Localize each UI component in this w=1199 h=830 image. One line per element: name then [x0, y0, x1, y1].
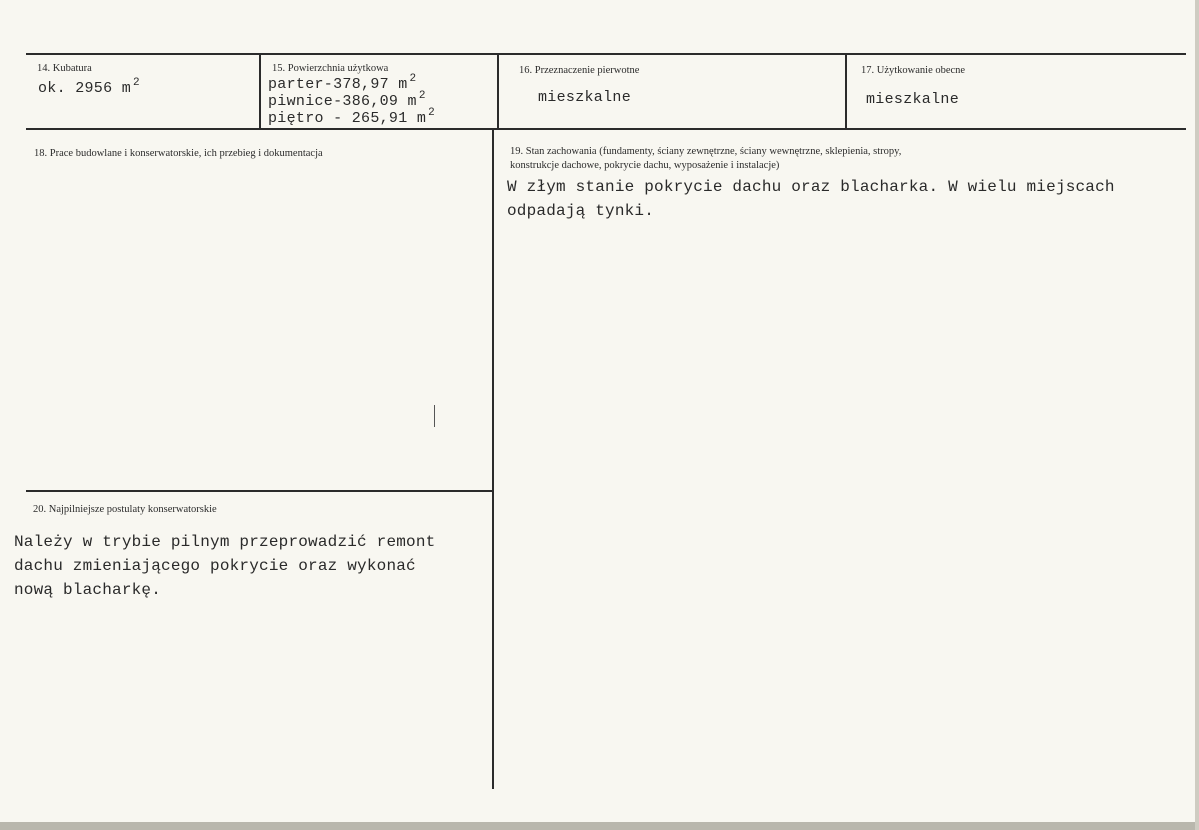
field-17-label: 17. Użytkowanie obecne [861, 65, 966, 76]
field-15-line-1: parter-378,97 m $^2$ [268, 73, 417, 93]
field-18-label: 18. Prace budowlane i konserwatorskie, ich przebieg i dokumentacja [34, 148, 323, 159]
field-20-text-line-1: Należy w trybie pilnym przeprowadzić remont [14, 533, 436, 551]
column-divider-15-16 [497, 54, 499, 128]
field-19-label-line-2: konstrukcje dachowe, pokrycie dachu, wyposażenie i instalacje) [510, 160, 780, 171]
row-separator [26, 128, 1186, 130]
card-right-edge [1195, 0, 1199, 830]
field-15-line-2: piwnice-386,09 m $^2$ [268, 90, 426, 110]
section-20-rule [26, 490, 493, 492]
card-bottom-edge [0, 822, 1199, 830]
field-14-value: ok. 2956 m $^2$ [38, 77, 140, 97]
field-14-label: 14. Kubatura [37, 63, 92, 74]
stray-pencil-mark [434, 405, 435, 427]
field-16-label: 16. Przeznaczenie pierwotne [519, 65, 640, 76]
column-divider-16-17 [845, 54, 847, 128]
column-divider-14-15 [259, 54, 261, 128]
field-19-label-line-1: 19. Stan zachowania (fundamenty, ściany zewnętrzne, ściany wewnętrzne, sklepienia, stropy, [510, 146, 902, 157]
field-17-value: mieszkalne [866, 91, 960, 108]
field-19-text-line-2: odpadają tynki. [507, 202, 655, 220]
superscript: 2 [428, 107, 436, 119]
superscript: 2 [133, 77, 140, 89]
field-20-text-line-3: nową blacharkę. [14, 581, 162, 599]
field-15-label: 15. Powierzchnia użytkowa [272, 63, 389, 74]
top-rule [26, 53, 1186, 55]
field-15-line-3: piętro - 265,91 m $^2$ [268, 107, 436, 127]
main-column-divider [492, 129, 494, 789]
field-20-text-line-2: dachu zmieniającego pokrycie oraz wykonać [14, 557, 416, 575]
field-16-value: mieszkalne [538, 89, 632, 106]
field-20-label: 20. Najpilniejsze postulaty konserwatorskie [33, 504, 217, 515]
field-19-text-line-1: W złym stanie pokrycie dachu oraz blacharka. W wielu miejscach [507, 178, 1115, 196]
superscript: 2 [418, 90, 426, 102]
superscript: 2 [409, 73, 417, 85]
